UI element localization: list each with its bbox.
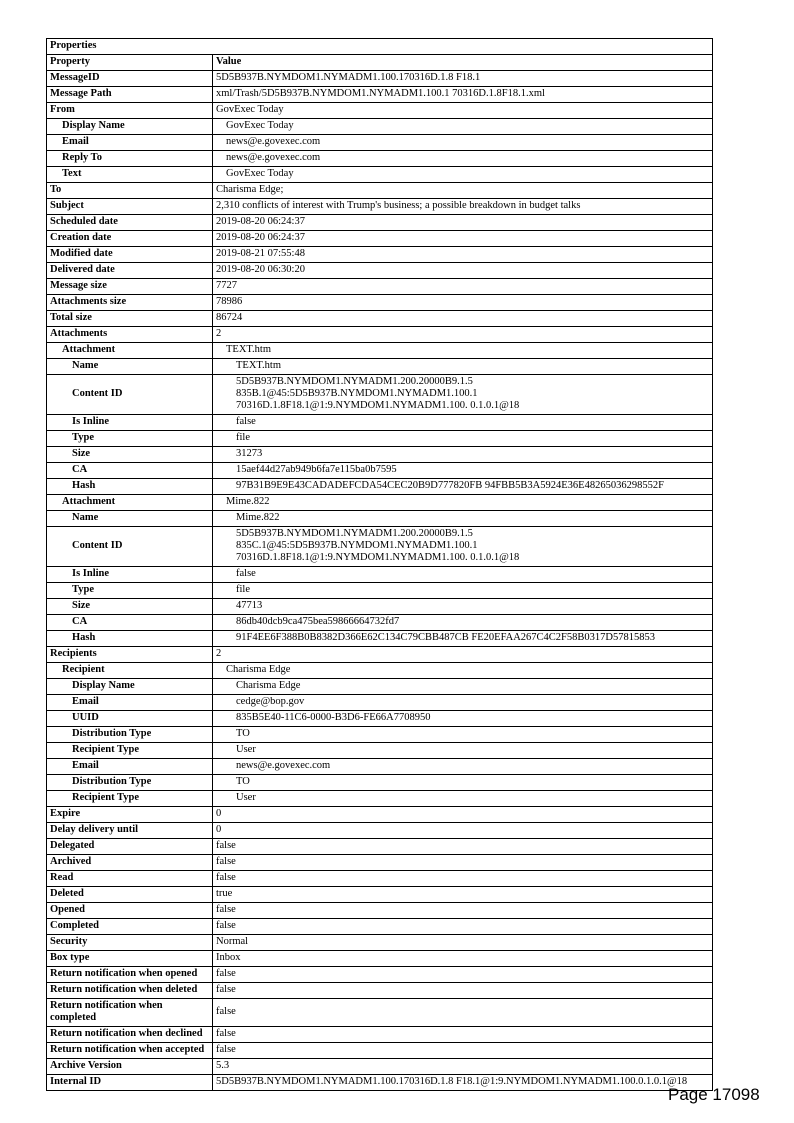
property-name: Reply To xyxy=(47,151,213,167)
property-name: Content ID xyxy=(47,375,213,415)
property-name: Delay delivery until xyxy=(47,823,213,839)
property-name: Attachments xyxy=(47,327,213,343)
property-name: Distribution Type xyxy=(47,775,213,791)
property-value: 2 xyxy=(213,647,713,663)
table-row xyxy=(47,711,713,727)
property-name: Recipient xyxy=(47,663,213,679)
property-value: file xyxy=(213,431,713,447)
property-value: false xyxy=(213,903,713,919)
table-row xyxy=(47,215,713,231)
property-value: TEXT.htm xyxy=(213,343,713,359)
property-name: Type xyxy=(47,583,213,599)
table-row xyxy=(47,679,713,695)
property-value: TO xyxy=(213,727,713,743)
property-name: Display Name xyxy=(47,679,213,695)
property-value: false xyxy=(213,983,713,999)
table-row xyxy=(47,935,713,951)
table-row xyxy=(47,511,713,527)
property-value: false xyxy=(213,1043,713,1059)
property-name: Security xyxy=(47,935,213,951)
page-number: Page 17098 xyxy=(668,1085,760,1104)
table-row xyxy=(47,295,713,311)
table-row xyxy=(47,263,713,279)
property-value: Charisma Edge xyxy=(213,663,713,679)
property-value: GovExec Today xyxy=(213,119,713,135)
table-row xyxy=(47,119,713,135)
table-title-row xyxy=(47,39,713,55)
table-title: Properties xyxy=(47,39,713,55)
table-row xyxy=(47,567,713,583)
property-value: 78986 xyxy=(213,295,713,311)
property-name: Type xyxy=(47,431,213,447)
table-row xyxy=(47,839,713,855)
property-name: Name xyxy=(47,511,213,527)
table-row xyxy=(47,183,713,199)
table-row xyxy=(47,919,713,935)
property-name: Opened xyxy=(47,903,213,919)
property-value: false xyxy=(213,871,713,887)
table-row xyxy=(47,279,713,295)
property-name: To xyxy=(47,183,213,199)
property-name: Return notification when accepted xyxy=(47,1043,213,1059)
property-name: Delegated xyxy=(47,839,213,855)
property-value: 31273 xyxy=(213,447,713,463)
property-name: Archive Version xyxy=(47,1059,213,1075)
property-value: GovExec Today xyxy=(213,103,713,119)
properties-table xyxy=(46,38,713,1091)
property-name: Email xyxy=(47,759,213,775)
property-value: false xyxy=(213,999,713,1027)
property-value: 5.3 xyxy=(213,1059,713,1075)
property-name: MessageID xyxy=(47,71,213,87)
property-value: news@e.govexec.com xyxy=(213,135,713,151)
property-name: Hash xyxy=(47,631,213,647)
property-name: Subject xyxy=(47,199,213,215)
property-value: news@e.govexec.com xyxy=(213,759,713,775)
property-name: Recipient Type xyxy=(47,791,213,807)
property-name: Text xyxy=(47,167,213,183)
property-value: 2019-08-20 06:30:20 xyxy=(213,263,713,279)
property-value: false xyxy=(213,919,713,935)
table-row xyxy=(47,495,713,511)
table-row xyxy=(47,759,713,775)
property-name: Read xyxy=(47,871,213,887)
property-value: Mime.822 xyxy=(213,495,713,511)
table-row xyxy=(47,343,713,359)
property-value: false xyxy=(213,839,713,855)
property-name: Display Name xyxy=(47,119,213,135)
table-row xyxy=(47,1075,713,1091)
property-name: Modified date xyxy=(47,247,213,263)
property-value: false xyxy=(213,415,713,431)
property-name: Scheduled date xyxy=(47,215,213,231)
property-value: 2,310 conflicts of interest with Trump's business; a possible breakdown in budget talks xyxy=(213,199,713,215)
property-value: false xyxy=(213,1027,713,1043)
table-row xyxy=(47,823,713,839)
table-row xyxy=(47,663,713,679)
property-name: CA xyxy=(47,463,213,479)
property-column-header: Property xyxy=(47,55,213,71)
property-value: file xyxy=(213,583,713,599)
property-value: GovExec Today xyxy=(213,167,713,183)
property-name: Content ID xyxy=(47,527,213,567)
property-value: xml/Trash/5D5B937B.NYMDOM1.NYMADM1.100.1 70316D.1.8F18.1.xml xyxy=(213,87,713,103)
property-name: Deleted xyxy=(47,887,213,903)
table-row xyxy=(47,199,713,215)
property-value: User xyxy=(213,791,713,807)
table-row xyxy=(47,951,713,967)
table-row xyxy=(47,135,713,151)
property-name: Creation date xyxy=(47,231,213,247)
property-name: Recipient Type xyxy=(47,743,213,759)
property-name: Size xyxy=(47,447,213,463)
property-value: 5D5B937B.NYMDOM1.NYMADM1.100.170316D.1.8 F18.1 xyxy=(213,71,713,87)
table-row xyxy=(47,855,713,871)
property-value: 0 xyxy=(213,823,713,839)
table-row xyxy=(47,327,713,343)
property-value: 91F4EE6F388B0B8382D366E62C134C79CBB487CB FE20EFAA267C4C2F58B0317D57815853 xyxy=(213,631,713,647)
table-row xyxy=(47,727,713,743)
table-row xyxy=(47,479,713,495)
table-row xyxy=(47,743,713,759)
property-value: 97B31B9E9E43CADADEFCDA54CEC20B9D777820FB 94FBB5B3A5924E36E48265036298552F xyxy=(213,479,713,495)
property-name: Attachments size xyxy=(47,295,213,311)
property-value: 5D5B937B.NYMDOM1.NYMADM1.200.20000B9.1.5 835B.1@45:5D5B937B.NYMDOM1.NYMADM1.100.1 70316D.1.8F18.1@1:9.NYMDOM1.NYMADM1.100. 0.1.0.1@18 xyxy=(213,375,713,415)
table-row xyxy=(47,71,713,87)
property-name: Is Inline xyxy=(47,567,213,583)
property-value: Charisma Edge; xyxy=(213,183,713,199)
property-name: Email xyxy=(47,695,213,711)
property-value: 2019-08-20 06:24:37 xyxy=(213,215,713,231)
property-value: 835B5E40-11C6-0000-B3D6-FE66A7708950 xyxy=(213,711,713,727)
property-name: Recipients xyxy=(47,647,213,663)
table-row xyxy=(47,647,713,663)
property-name: Expire xyxy=(47,807,213,823)
table-row xyxy=(47,967,713,983)
table-row xyxy=(47,167,713,183)
table-row xyxy=(47,463,713,479)
table-row xyxy=(47,807,713,823)
property-value: User xyxy=(213,743,713,759)
property-name: Return notification when opened xyxy=(47,967,213,983)
property-value: 7727 xyxy=(213,279,713,295)
table-row xyxy=(47,871,713,887)
property-value: TO xyxy=(213,775,713,791)
table-row xyxy=(47,583,713,599)
property-name: Box type xyxy=(47,951,213,967)
table-row xyxy=(47,527,713,567)
property-value: 2 xyxy=(213,327,713,343)
property-value: 5D5B937B.NYMDOM1.NYMADM1.100.170316D.1.8 F18.1@1:9.NYMDOM1.NYMADM1.100.0.1.0.1@18 xyxy=(213,1075,713,1091)
property-name: Attachment xyxy=(47,495,213,511)
table-row xyxy=(47,615,713,631)
property-value: Inbox xyxy=(213,951,713,967)
property-name: Delivered date xyxy=(47,263,213,279)
property-name: Is Inline xyxy=(47,415,213,431)
table-row xyxy=(47,999,713,1027)
property-name: Message size xyxy=(47,279,213,295)
property-value: Charisma Edge xyxy=(213,679,713,695)
property-value: Mime.822 xyxy=(213,511,713,527)
property-value: false xyxy=(213,967,713,983)
table-row xyxy=(47,1043,713,1059)
table-row xyxy=(47,983,713,999)
property-value: 86724 xyxy=(213,311,713,327)
table-row xyxy=(47,359,713,375)
property-value: 86db40dcb9ca475bea59866664732fd7 xyxy=(213,615,713,631)
table-row xyxy=(47,887,713,903)
table-row xyxy=(47,599,713,615)
property-value: false xyxy=(213,567,713,583)
property-name: Name xyxy=(47,359,213,375)
table-row xyxy=(47,87,713,103)
property-value: 2019-08-20 06:24:37 xyxy=(213,231,713,247)
property-value: 5D5B937B.NYMDOM1.NYMADM1.200.20000B9.1.5 835C.1@45:5D5B937B.NYMDOM1.NYMADM1.100.1 70316D.1.8F18.1@1:9.NYMDOM1.NYMADM1.100. 0.1.0.1@18 xyxy=(213,527,713,567)
property-value: true xyxy=(213,887,713,903)
table-header-row xyxy=(47,55,713,71)
property-value: 47713 xyxy=(213,599,713,615)
property-name: Archived xyxy=(47,855,213,871)
property-name: Hash xyxy=(47,479,213,495)
property-value: TEXT.htm xyxy=(213,359,713,375)
property-name: CA xyxy=(47,615,213,631)
property-name: Internal ID xyxy=(47,1075,213,1091)
property-value: cedge@bop.gov xyxy=(213,695,713,711)
table-row xyxy=(47,151,713,167)
table-row xyxy=(47,431,713,447)
property-name: Return notification when completed xyxy=(47,999,213,1027)
property-name: Attachment xyxy=(47,343,213,359)
property-name: Total size xyxy=(47,311,213,327)
table-row xyxy=(47,1059,713,1075)
table-row xyxy=(47,775,713,791)
property-value: false xyxy=(213,855,713,871)
property-value: news@e.govexec.com xyxy=(213,151,713,167)
property-name: Return notification when deleted xyxy=(47,983,213,999)
table-row xyxy=(47,231,713,247)
table-row xyxy=(47,311,713,327)
property-name: Email xyxy=(47,135,213,151)
property-value: 0 xyxy=(213,807,713,823)
property-value: 15aef44d27ab949b6fa7e115ba0b7595 xyxy=(213,463,713,479)
table-row xyxy=(47,791,713,807)
property-name: Message Path xyxy=(47,87,213,103)
property-name: Completed xyxy=(47,919,213,935)
table-row xyxy=(47,103,713,119)
table-row xyxy=(47,247,713,263)
property-name: Distribution Type xyxy=(47,727,213,743)
value-column-header: Value xyxy=(213,55,713,71)
table-row xyxy=(47,631,713,647)
property-name: UUID xyxy=(47,711,213,727)
property-name: Size xyxy=(47,599,213,615)
table-row xyxy=(47,1027,713,1043)
property-name: Return notification when declined xyxy=(47,1027,213,1043)
table-row xyxy=(47,375,713,415)
property-value: 2019-08-21 07:55:48 xyxy=(213,247,713,263)
property-name: From xyxy=(47,103,213,119)
property-value: Normal xyxy=(213,935,713,951)
table-row xyxy=(47,447,713,463)
table-row xyxy=(47,415,713,431)
table-row xyxy=(47,903,713,919)
table-row xyxy=(47,695,713,711)
